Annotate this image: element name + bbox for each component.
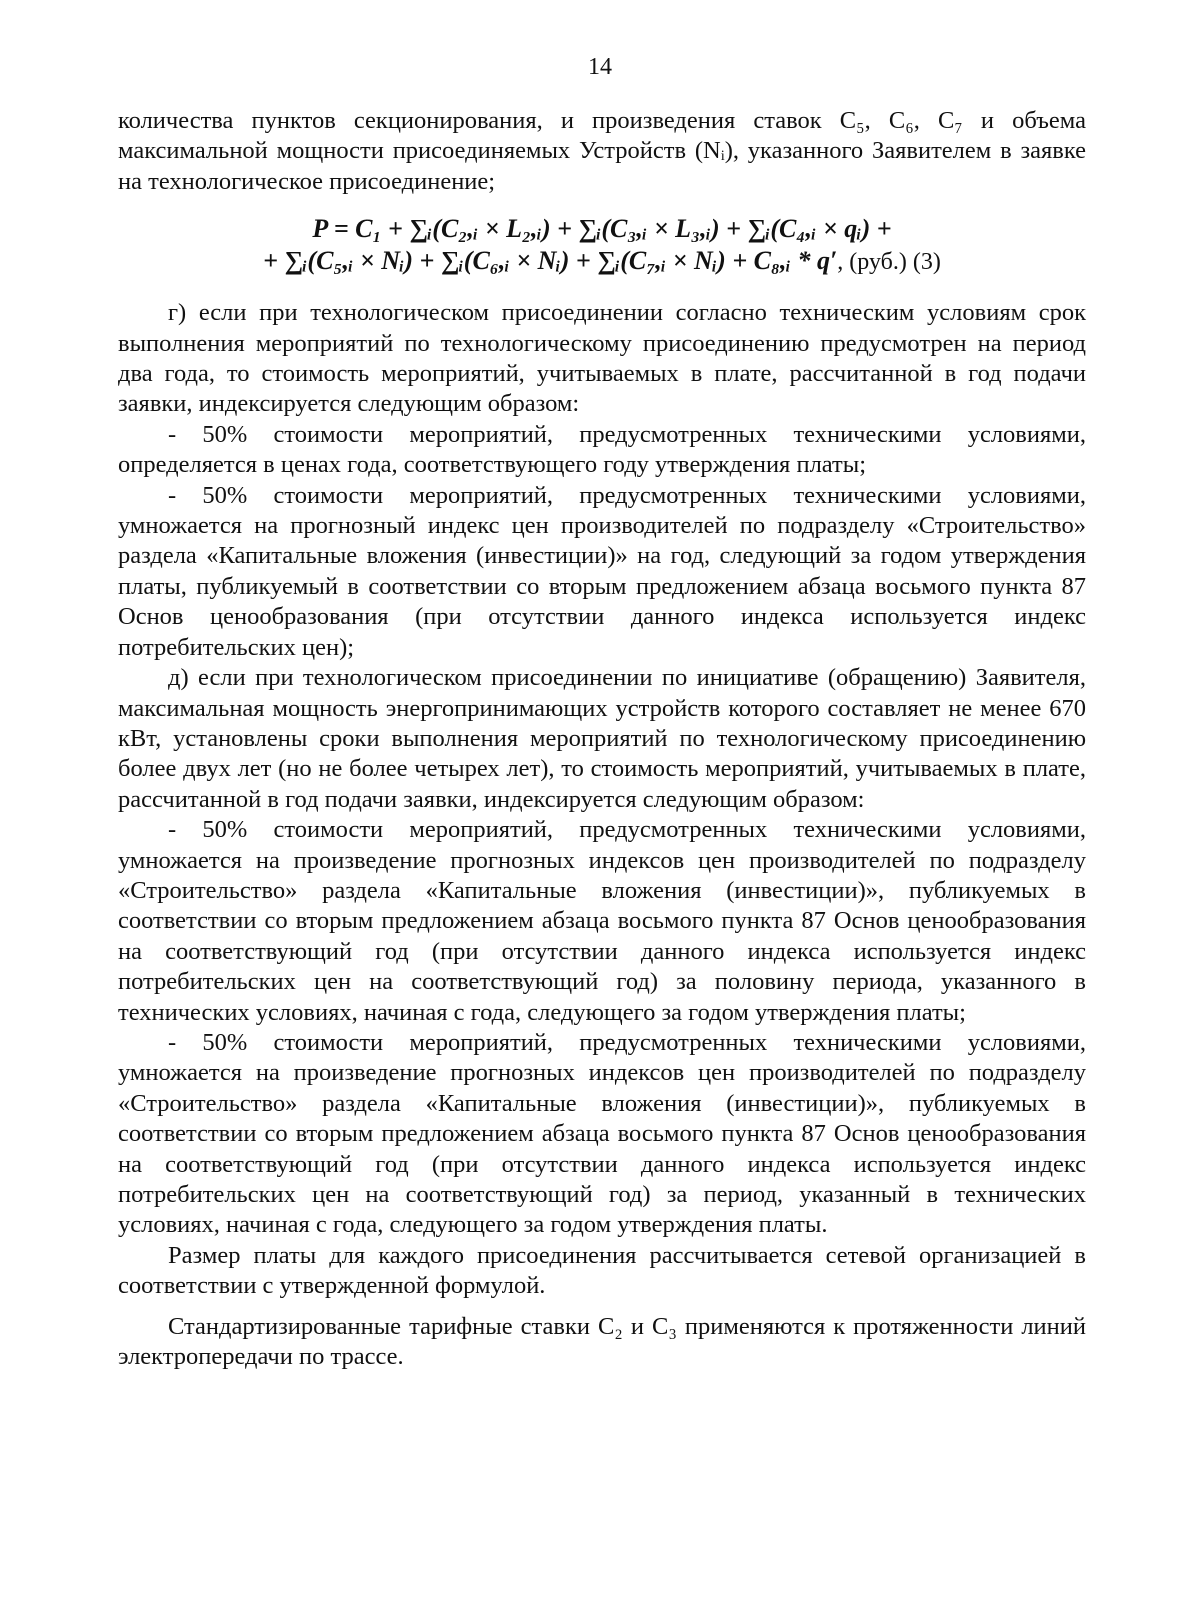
formula-line-1: P = C₁ + ∑ᵢ(C₂,ᵢ × L₂,ᵢ) + ∑ᵢ(C₃,ᵢ × L₃,ᵢ) + ∑ᵢ(C₄,ᵢ × qᵢ) + [312,214,892,244]
paragraph-d-item-2: - 50% стоимости мероприятий, предусмотренных техническими условиями, умножается на произведение прогнозных индексов цен производителей по подразделу «Строительство» раздела «Капитальные вложения (инвестиции)», публикуемых в соответствии со вторым предложением абзаца восьмого пункта 87 Основ ценообразования на соответствующий год (при отсутствии данного индекса используется индекс потребительских цен на соответствующий год) за период, указанный в технических условиях, начиная с года, следующего за годом утверждения платы. [118,1028,1086,1239]
paragraph-g-item-2: - 50% стоимости мероприятий, предусмотренных техническими условиями, умножается на прогнозный индекс цен производителей по подразделу «Строительство» раздела «Капитальные вложения (инвестиции)» на год, следующий за годом утверждения платы, публикуемый в соответствии со вторым предложением абзаца восьмого пункта 87 Основ ценообразования (при отсутствии данного индекса используется индекс потребительских цен); [118,481,1086,661]
formula-3 [118,213,1086,278]
paragraph-g-item-1: - 50% стоимости мероприятий, предусмотренных техническими условиями, определяется в ценах года, соответствующего году утверждения платы; [118,420,1086,479]
paragraph-fee-size: Размер платы для каждого присоединения рассчитывается сетевой организацией в соответствии с утвержденной формулой. [118,1241,1086,1300]
page-number: 14 [588,54,612,80]
paragraph-d-item-1: - 50% стоимости мероприятий, предусмотренных техническими условиями, умножается на произведение прогнозных индексов цен производителей по подразделу «Строительство» раздела «Капитальные вложения (инвестиции)», публикуемых в соответствии со вторым предложением абзаца восьмого пункта 87 Основ ценообразования на соответствующий год (при отсутствии данного индекса используется индекс потребительских цен на соответствующий год) за половину периода, указанного в технических условиях, начиная с года, следующего за годом утверждения платы; [118,816,1086,1026]
paragraph-continuation: количества пунктов секционирования, и произведения ставок C₅, C₆, C₇ и объема максимальной мощности присоединяемых Устройств (Nᵢ), указанного Заявителем в заявке на технологическое присоединение; [118,107,1086,195]
formula-suffix: , (руб.) (3) [837,249,941,276]
paragraph-tariff-rates: Стандартизированные тарифные ставки C₂ и C₃ применяются к протяженности линий электропередачи по трассе. [118,1312,1086,1371]
paragraph-d: д) если при технологическом присоединении по инициативе (обращению) Заявителя, максимальная мощность энергопринимающих устройств которого составляет не менее 670 кВт, установлены сроки выполнения мероприятий по технологическому присоединению более двух лет (но не более четырех лет), то стоимость мероприятий, учитываемых в плате, рассчитанной в год подачи заявки, индексируется следующим образом: [118,664,1086,813]
document-body [118,106,1086,1372]
paragraph-g: г) если при технологическом присоединении согласно техническим условиям срок выполнения мероприятий по технологическому присоединению предусмотрен на период два года, то стоимость мероприятий, учитываемых в плате, рассчитанной в год подачи заявки, индексируется следующим образом: [118,299,1086,418]
formula-line-2: + ∑ᵢ(C₅,ᵢ × Nᵢ) + ∑ᵢ(C₆,ᵢ × Nᵢ) + ∑ᵢ(C₇,ᵢ × Nᵢ) + C₈,ᵢ * q′ [263,246,838,276]
